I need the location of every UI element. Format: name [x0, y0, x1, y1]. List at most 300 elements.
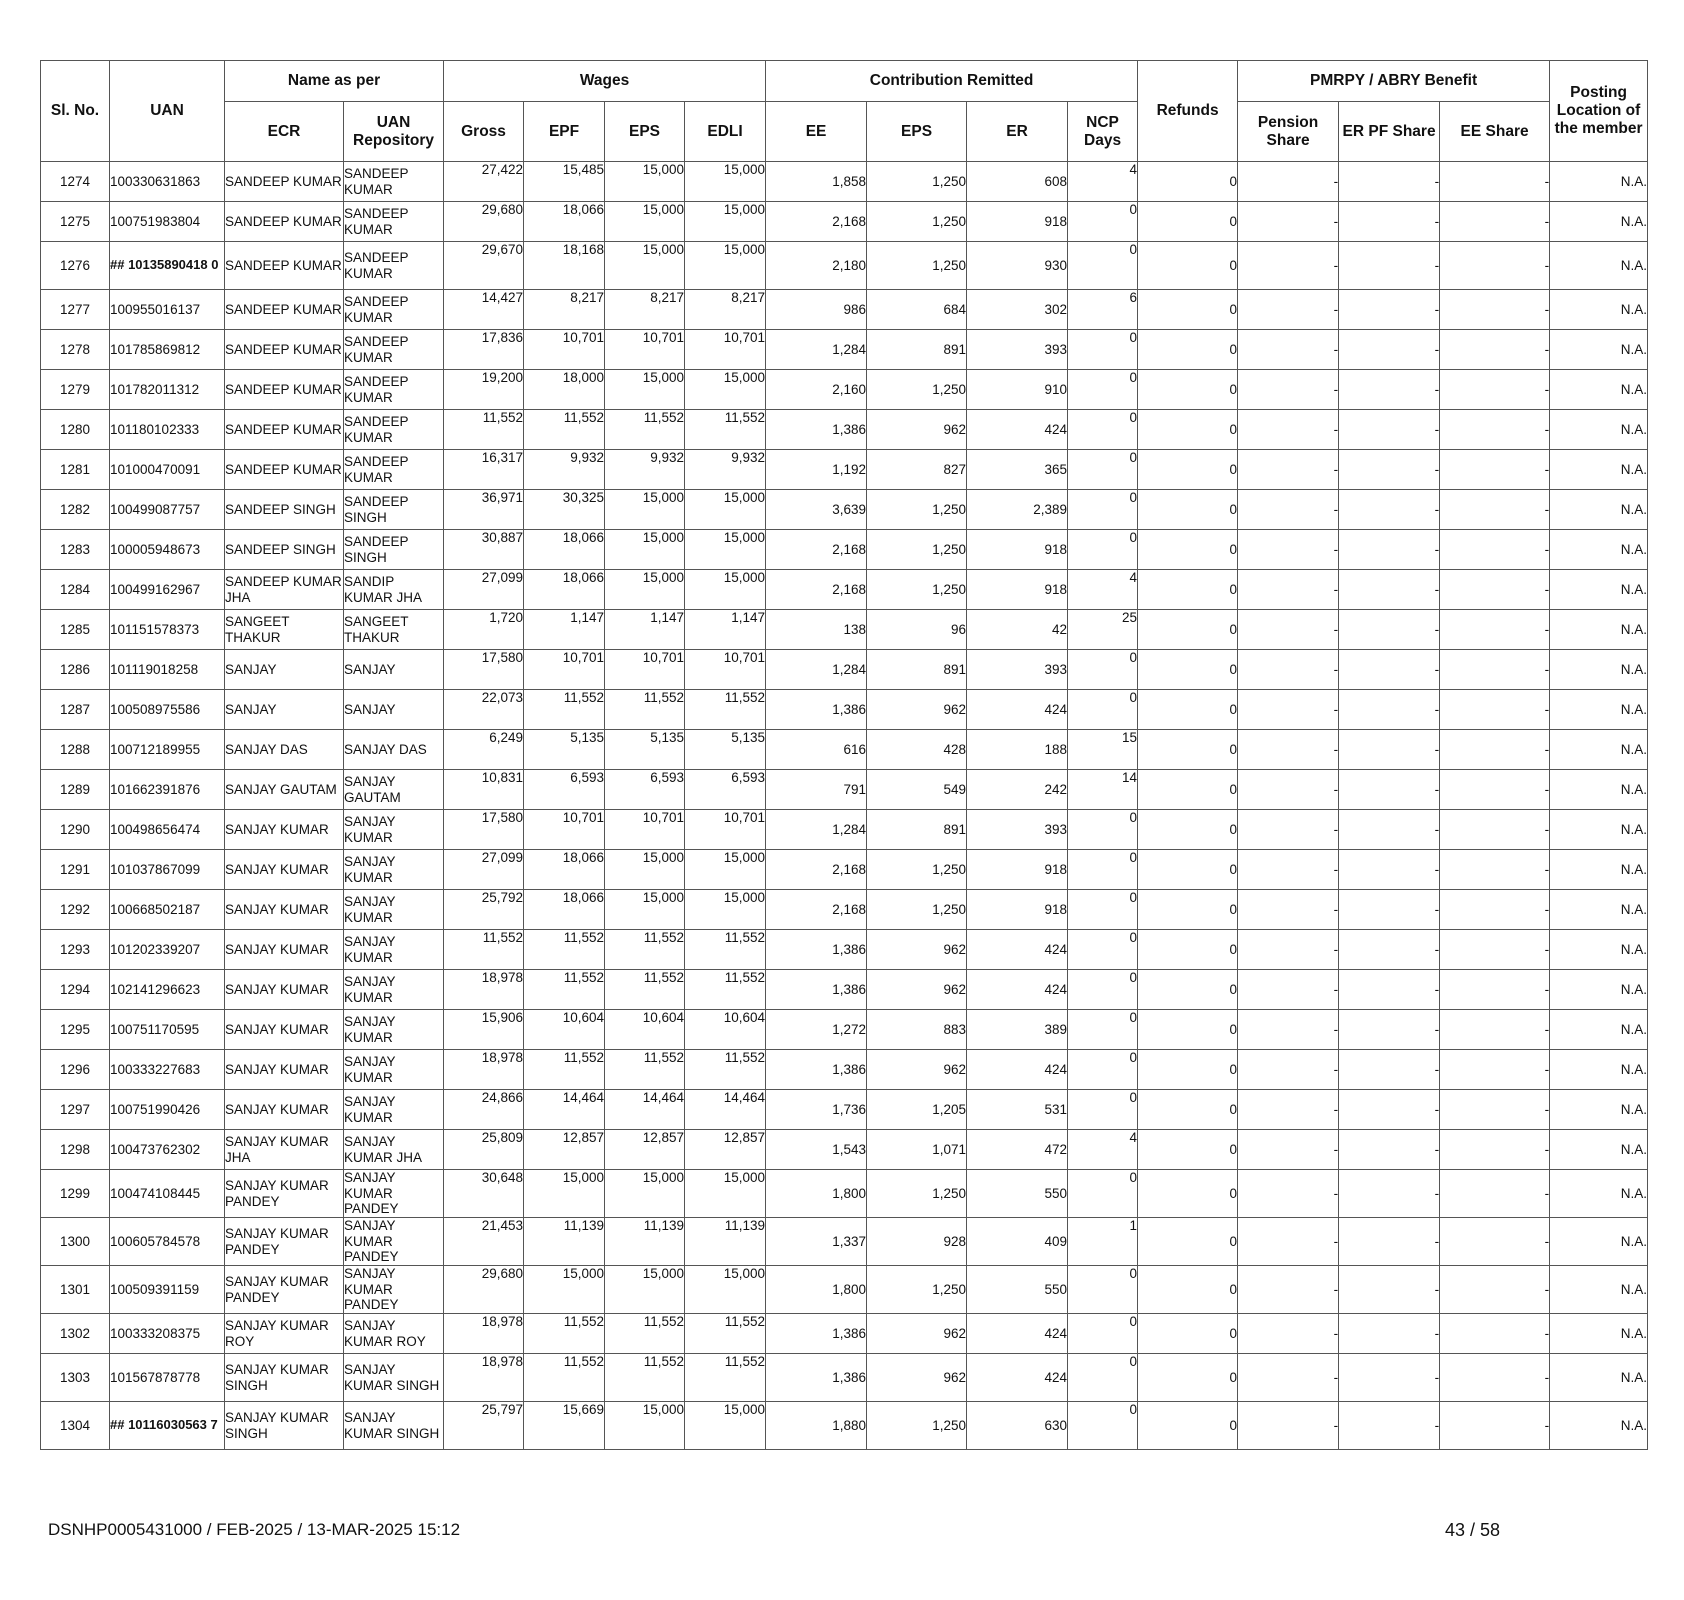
epf-wage-cell: 11,552: [524, 1314, 605, 1354]
header-uan: UAN: [110, 61, 225, 162]
repository-name-cell: SANJAY KUMAR: [344, 810, 444, 850]
ee-contribution-cell: 2,168: [766, 202, 867, 242]
eps-wage-cell: 15,000: [605, 1402, 685, 1450]
er-pf-share-cell: -: [1339, 450, 1440, 490]
er-pf-share-cell: -: [1339, 1130, 1440, 1170]
er-pf-share-cell: -: [1339, 650, 1440, 690]
epf-wage-cell: 11,552: [524, 1354, 605, 1402]
refunds-cell: 0: [1138, 162, 1238, 202]
table-row: [41, 330, 1648, 370]
gross-wage-cell: 25,809: [444, 1130, 524, 1170]
header-posting-location: Posting Location of the member: [1550, 61, 1648, 162]
edli-wage-cell: 10,701: [685, 810, 766, 850]
eps-wage-cell: 15,000: [605, 1266, 685, 1314]
eps-contribution-cell: 962: [867, 970, 967, 1010]
ecr-name-cell: SANJAY DAS: [225, 730, 344, 770]
ee-share-cell: -: [1440, 370, 1550, 410]
ncp-days-cell: 0: [1068, 1354, 1138, 1402]
pension-share-cell: -: [1238, 370, 1339, 410]
repository-name-cell: SANJAY KUMAR: [344, 1090, 444, 1130]
ecr-name-cell: SANJAY KUMAR PANDEY: [225, 1266, 344, 1314]
eps-contribution-cell: 1,250: [867, 570, 967, 610]
ecr-name-cell: SANJAY KUMAR: [225, 930, 344, 970]
sl-no-cell: 1275: [41, 202, 110, 242]
ee-share-cell: -: [1440, 450, 1550, 490]
uan-cell: 101000470091: [110, 450, 225, 490]
ee-share-cell: -: [1440, 530, 1550, 570]
er-pf-share-cell: -: [1339, 1010, 1440, 1050]
er-pf-share-cell: -: [1339, 890, 1440, 930]
eps-wage-cell: 15,000: [605, 490, 685, 530]
repository-name-cell: SANDEEP KUMAR: [344, 450, 444, 490]
table-row: [41, 1402, 1648, 1450]
refunds-cell: 0: [1138, 242, 1238, 290]
repository-name-cell: SANDIP KUMAR JHA: [344, 570, 444, 610]
refunds-cell: 0: [1138, 450, 1238, 490]
refunds-cell: 0: [1138, 1010, 1238, 1050]
sl-no-cell: 1284: [41, 570, 110, 610]
er-pf-share-cell: -: [1339, 162, 1440, 202]
gross-wage-cell: 25,797: [444, 1402, 524, 1450]
ecr-name-cell: SANJAY: [225, 690, 344, 730]
gross-wage-cell: 17,580: [444, 650, 524, 690]
pension-share-cell: -: [1238, 1266, 1339, 1314]
refunds-cell: 0: [1138, 650, 1238, 690]
ee-contribution-cell: 1,386: [766, 690, 867, 730]
repository-name-cell: SANJAY: [344, 690, 444, 730]
eps-wage-cell: 10,701: [605, 810, 685, 850]
gross-wage-cell: 24,866: [444, 1090, 524, 1130]
ncp-days-cell: 14: [1068, 770, 1138, 810]
eps-contribution-cell: 428: [867, 730, 967, 770]
header-er: ER: [967, 102, 1068, 162]
posting-location-cell: N.A.: [1550, 1402, 1648, 1450]
sl-no-cell: 1304: [41, 1402, 110, 1450]
gross-wage-cell: 21,453: [444, 1218, 524, 1266]
epf-wage-cell: 15,000: [524, 1170, 605, 1218]
edli-wage-cell: 9,932: [685, 450, 766, 490]
er-contribution-cell: 389: [967, 1010, 1068, 1050]
ecr-name-cell: SANDEEP KUMAR: [225, 450, 344, 490]
eps-wage-cell: 5,135: [605, 730, 685, 770]
ee-contribution-cell: 986: [766, 290, 867, 330]
ee-contribution-cell: 138: [766, 610, 867, 650]
ee-share-cell: -: [1440, 1354, 1550, 1402]
sl-no-cell: 1301: [41, 1266, 110, 1314]
refunds-cell: 0: [1138, 202, 1238, 242]
page-number: 43 / 58: [1445, 1520, 1501, 1540]
eps-wage-cell: 11,552: [605, 1314, 685, 1354]
ecr-name-cell: SANJAY KUMAR: [225, 890, 344, 930]
ee-contribution-cell: 2,168: [766, 530, 867, 570]
edli-wage-cell: 10,701: [685, 650, 766, 690]
refunds-cell: 0: [1138, 1090, 1238, 1130]
er-contribution-cell: 930: [967, 242, 1068, 290]
eps-wage-cell: 10,604: [605, 1010, 685, 1050]
er-pf-share-cell: -: [1339, 1090, 1440, 1130]
uan-cell: 100473762302: [110, 1130, 225, 1170]
edli-wage-cell: 15,000: [685, 242, 766, 290]
ncp-days-cell: 0: [1068, 370, 1138, 410]
table-row: [41, 970, 1648, 1010]
uan-cell: 100330631863: [110, 162, 225, 202]
sl-no-cell: 1299: [41, 1170, 110, 1218]
eps-wage-cell: 11,552: [605, 1354, 685, 1402]
ee-contribution-cell: 1,858: [766, 162, 867, 202]
epf-wage-cell: 18,168: [524, 242, 605, 290]
eps-contribution-cell: 1,250: [867, 1402, 967, 1450]
epf-wage-cell: 5,135: [524, 730, 605, 770]
repository-name-cell: SANJAY DAS: [344, 730, 444, 770]
edli-wage-cell: 11,552: [685, 410, 766, 450]
eps-contribution-cell: 891: [867, 330, 967, 370]
uan-cell: 100605784578: [110, 1218, 225, 1266]
uan-cell: 100751990426: [110, 1090, 225, 1130]
ee-share-cell: -: [1440, 162, 1550, 202]
er-contribution-cell: 918: [967, 890, 1068, 930]
header-pension-share: Pension Share: [1238, 102, 1339, 162]
refunds-cell: 0: [1138, 730, 1238, 770]
ee-share-cell: -: [1440, 242, 1550, 290]
table-row: [41, 810, 1648, 850]
refunds-cell: 0: [1138, 490, 1238, 530]
ee-contribution-cell: 1,192: [766, 450, 867, 490]
sl-no-cell: 1280: [41, 410, 110, 450]
ee-contribution-cell: 1,386: [766, 930, 867, 970]
posting-location-cell: N.A.: [1550, 1266, 1648, 1314]
ncp-days-cell: 0: [1068, 202, 1138, 242]
epf-wage-cell: 11,139: [524, 1218, 605, 1266]
ecr-name-cell: SANJAY KUMAR: [225, 970, 344, 1010]
pension-share-cell: -: [1238, 1170, 1339, 1218]
header-ee: EE: [766, 102, 867, 162]
eps-contribution-cell: 1,250: [867, 242, 967, 290]
edli-wage-cell: 15,000: [685, 1170, 766, 1218]
er-contribution-cell: 424: [967, 930, 1068, 970]
ee-share-cell: -: [1440, 1130, 1550, 1170]
ecr-name-cell: SANDEEP KUMAR: [225, 410, 344, 450]
ee-contribution-cell: 1,386: [766, 970, 867, 1010]
posting-location-cell: N.A.: [1550, 1010, 1648, 1050]
pension-share-cell: -: [1238, 1314, 1339, 1354]
ncp-days-cell: 0: [1068, 1314, 1138, 1354]
ecr-name-cell: SANDEEP SINGH: [225, 490, 344, 530]
er-contribution-cell: 918: [967, 850, 1068, 890]
edli-wage-cell: 6,593: [685, 770, 766, 810]
repository-name-cell: SANJAY KUMAR: [344, 890, 444, 930]
ee-contribution-cell: 1,337: [766, 1218, 867, 1266]
refunds-cell: 0: [1138, 1354, 1238, 1402]
uan-cell: 101662391876: [110, 770, 225, 810]
ee-contribution-cell: 2,168: [766, 570, 867, 610]
er-contribution-cell: 424: [967, 690, 1068, 730]
sl-no-cell: 1279: [41, 370, 110, 410]
gross-wage-cell: 11,552: [444, 410, 524, 450]
ee-contribution-cell: 2,180: [766, 242, 867, 290]
ncp-days-cell: 0: [1068, 810, 1138, 850]
sl-no-cell: 1277: [41, 290, 110, 330]
repository-name-cell: SANJAY KUMAR: [344, 970, 444, 1010]
eps-contribution-cell: 1,250: [867, 890, 967, 930]
ee-share-cell: -: [1440, 890, 1550, 930]
eps-contribution-cell: 1,205: [867, 1090, 967, 1130]
er-contribution-cell: 242: [967, 770, 1068, 810]
ncp-days-cell: 4: [1068, 1130, 1138, 1170]
pension-share-cell: -: [1238, 450, 1339, 490]
eps-contribution-cell: 883: [867, 1010, 967, 1050]
ee-contribution-cell: 791: [766, 770, 867, 810]
sl-no-cell: 1285: [41, 610, 110, 650]
posting-location-cell: N.A.: [1550, 1354, 1648, 1402]
edli-wage-cell: 15,000: [685, 1402, 766, 1450]
epf-wage-cell: 11,552: [524, 1050, 605, 1090]
pension-share-cell: -: [1238, 290, 1339, 330]
er-pf-share-cell: -: [1339, 202, 1440, 242]
ee-share-cell: -: [1440, 850, 1550, 890]
posting-location-cell: N.A.: [1550, 890, 1648, 930]
er-contribution-cell: 608: [967, 162, 1068, 202]
eps-wage-cell: 15,000: [605, 162, 685, 202]
edli-wage-cell: 11,552: [685, 930, 766, 970]
refunds-cell: 0: [1138, 770, 1238, 810]
edli-wage-cell: 15,000: [685, 490, 766, 530]
ecr-name-cell: SANDEEP KUMAR: [225, 242, 344, 290]
ee-share-cell: -: [1440, 1218, 1550, 1266]
eps-wage-cell: 15,000: [605, 530, 685, 570]
eps-contribution-cell: 1,250: [867, 202, 967, 242]
pension-share-cell: -: [1238, 930, 1339, 970]
table-row: [41, 1010, 1648, 1050]
eps-wage-cell: 11,552: [605, 410, 685, 450]
sl-no-cell: 1282: [41, 490, 110, 530]
gross-wage-cell: 19,200: [444, 370, 524, 410]
edli-wage-cell: 10,604: [685, 1010, 766, 1050]
ecr-name-cell: SANJAY: [225, 650, 344, 690]
refunds-cell: 0: [1138, 330, 1238, 370]
pension-share-cell: -: [1238, 650, 1339, 690]
pension-share-cell: -: [1238, 330, 1339, 370]
uan-cell: 101782011312: [110, 370, 225, 410]
refunds-cell: 0: [1138, 1402, 1238, 1450]
pension-share-cell: -: [1238, 162, 1339, 202]
gross-wage-cell: 27,422: [444, 162, 524, 202]
eps-contribution-cell: 1,071: [867, 1130, 967, 1170]
eps-contribution-cell: 96: [867, 610, 967, 650]
sl-no-cell: 1295: [41, 1010, 110, 1050]
er-contribution-cell: 630: [967, 1402, 1068, 1450]
pension-share-cell: -: [1238, 730, 1339, 770]
er-pf-share-cell: -: [1339, 970, 1440, 1010]
eps-contribution-cell: 891: [867, 650, 967, 690]
pension-share-cell: -: [1238, 970, 1339, 1010]
epf-wage-cell: 8,217: [524, 290, 605, 330]
eps-contribution-cell: 928: [867, 1218, 967, 1266]
eps-contribution-cell: 1,250: [867, 1266, 967, 1314]
eps-contribution-cell: 962: [867, 930, 967, 970]
table-row: [41, 730, 1648, 770]
posting-location-cell: N.A.: [1550, 1130, 1648, 1170]
refunds-cell: 0: [1138, 1050, 1238, 1090]
epf-wage-cell: 18,066: [524, 890, 605, 930]
refunds-cell: 0: [1138, 610, 1238, 650]
ncp-days-cell: 0: [1068, 330, 1138, 370]
refunds-cell: 0: [1138, 1314, 1238, 1354]
sl-no-cell: 1296: [41, 1050, 110, 1090]
gross-wage-cell: 18,978: [444, 1314, 524, 1354]
er-pf-share-cell: -: [1339, 242, 1440, 290]
table-row: [41, 650, 1648, 690]
eps-contribution-cell: 962: [867, 1354, 967, 1402]
ee-share-cell: -: [1440, 1090, 1550, 1130]
er-contribution-cell: 424: [967, 410, 1068, 450]
sl-no-cell: 1286: [41, 650, 110, 690]
ecr-name-cell: SANJAY KUMAR: [225, 1090, 344, 1130]
posting-location-cell: N.A.: [1550, 850, 1648, 890]
gross-wage-cell: 29,680: [444, 1266, 524, 1314]
posting-location-cell: N.A.: [1550, 370, 1648, 410]
sl-no-cell: 1289: [41, 770, 110, 810]
posting-location-cell: N.A.: [1550, 690, 1648, 730]
ncp-days-cell: 1: [1068, 1218, 1138, 1266]
ee-share-cell: -: [1440, 690, 1550, 730]
table-row: [41, 890, 1648, 930]
er-pf-share-cell: -: [1339, 610, 1440, 650]
edli-wage-cell: 11,552: [685, 1314, 766, 1354]
pension-share-cell: -: [1238, 1402, 1339, 1450]
ncp-days-cell: 0: [1068, 1266, 1138, 1314]
edli-wage-cell: 15,000: [685, 530, 766, 570]
sl-no-cell: 1288: [41, 730, 110, 770]
eps-contribution-cell: 962: [867, 410, 967, 450]
epf-wage-cell: 11,552: [524, 690, 605, 730]
uan-cell: 101785869812: [110, 330, 225, 370]
gross-wage-cell: 30,648: [444, 1170, 524, 1218]
ecr-name-cell: SANJAY KUMAR: [225, 810, 344, 850]
er-contribution-cell: 550: [967, 1170, 1068, 1218]
epf-wage-cell: 15,000: [524, 1266, 605, 1314]
uan-cell: 101037867099: [110, 850, 225, 890]
er-pf-share-cell: -: [1339, 330, 1440, 370]
epf-wage-cell: 18,000: [524, 370, 605, 410]
ncp-days-cell: 6: [1068, 290, 1138, 330]
table-row: [41, 1170, 1648, 1218]
header-ecr: ECR: [225, 102, 344, 162]
edli-wage-cell: 5,135: [685, 730, 766, 770]
repository-name-cell: SANJAY KUMAR PANDEY: [344, 1266, 444, 1314]
edli-wage-cell: 14,464: [685, 1090, 766, 1130]
epf-wage-cell: 18,066: [524, 570, 605, 610]
ee-share-cell: -: [1440, 1266, 1550, 1314]
edli-wage-cell: 11,552: [685, 1050, 766, 1090]
posting-location-cell: N.A.: [1550, 530, 1648, 570]
eps-wage-cell: 14,464: [605, 1090, 685, 1130]
edli-wage-cell: 11,552: [685, 690, 766, 730]
eps-contribution-cell: 962: [867, 1314, 967, 1354]
repository-name-cell: SANDEEP KUMAR: [344, 202, 444, 242]
ecr-name-cell: SANDEEP KUMAR: [225, 370, 344, 410]
ee-contribution-cell: 1,543: [766, 1130, 867, 1170]
refunds-cell: 0: [1138, 410, 1238, 450]
header-edli: EDLI: [685, 102, 766, 162]
ncp-days-cell: 4: [1068, 570, 1138, 610]
er-contribution-cell: 42: [967, 610, 1068, 650]
ecr-name-cell: SANDEEP KUMAR JHA: [225, 570, 344, 610]
pension-share-cell: -: [1238, 1130, 1339, 1170]
gross-wage-cell: 30,887: [444, 530, 524, 570]
repository-name-cell: SANDEEP KUMAR: [344, 410, 444, 450]
ecr-name-cell: SANJAY KUMAR SINGH: [225, 1354, 344, 1402]
er-pf-share-cell: -: [1339, 570, 1440, 610]
refunds-cell: 0: [1138, 290, 1238, 330]
ecr-name-cell: SANDEEP KUMAR: [225, 202, 344, 242]
posting-location-cell: N.A.: [1550, 410, 1648, 450]
eps-wage-cell: 1,147: [605, 610, 685, 650]
er-contribution-cell: 393: [967, 330, 1068, 370]
ecr-name-cell: SANJAY KUMAR: [225, 1010, 344, 1050]
er-contribution-cell: 188: [967, 730, 1068, 770]
gross-wage-cell: 6,249: [444, 730, 524, 770]
ecr-name-cell: SANJAY KUMAR PANDEY: [225, 1218, 344, 1266]
sl-no-cell: 1290: [41, 810, 110, 850]
table-row: [41, 850, 1648, 890]
gross-wage-cell: 11,552: [444, 930, 524, 970]
eps-wage-cell: 15,000: [605, 370, 685, 410]
gross-wage-cell: 17,836: [444, 330, 524, 370]
ee-share-cell: -: [1440, 490, 1550, 530]
posting-location-cell: N.A.: [1550, 570, 1648, 610]
ecr-name-cell: SANJAY KUMAR PANDEY: [225, 1170, 344, 1218]
er-contribution-cell: 472: [967, 1130, 1068, 1170]
uan-cell: 100474108445: [110, 1170, 225, 1218]
ee-share-cell: -: [1440, 290, 1550, 330]
ncp-days-cell: 0: [1068, 1402, 1138, 1450]
uan-cell: 100955016137: [110, 290, 225, 330]
edli-wage-cell: 15,000: [685, 850, 766, 890]
ecr-name-cell: SANJAY KUMAR JHA: [225, 1130, 344, 1170]
eps-wage-cell: 11,139: [605, 1218, 685, 1266]
edli-wage-cell: 15,000: [685, 162, 766, 202]
epf-wage-cell: 10,701: [524, 330, 605, 370]
repository-name-cell: SANJAY KUMAR PANDEY: [344, 1218, 444, 1266]
eps-contribution-cell: 1,250: [867, 162, 967, 202]
posting-location-cell: N.A.: [1550, 730, 1648, 770]
pension-share-cell: -: [1238, 202, 1339, 242]
er-pf-share-cell: -: [1339, 1050, 1440, 1090]
eps-contribution-cell: 827: [867, 450, 967, 490]
posting-location-cell: N.A.: [1550, 330, 1648, 370]
sl-no-cell: 1302: [41, 1314, 110, 1354]
ee-contribution-cell: 1,386: [766, 410, 867, 450]
ncp-days-cell: 0: [1068, 1010, 1138, 1050]
table-row: [41, 242, 1648, 290]
refunds-cell: 0: [1138, 370, 1238, 410]
table-row: [41, 1354, 1648, 1402]
table-row: [41, 530, 1648, 570]
uan-cell: 101567878778: [110, 1354, 225, 1402]
eps-wage-cell: 11,552: [605, 930, 685, 970]
repository-name-cell: SANDEEP SINGH: [344, 530, 444, 570]
sl-no-cell: 1278: [41, 330, 110, 370]
refunds-cell: 0: [1138, 850, 1238, 890]
uan-cell: 101180102333: [110, 410, 225, 450]
header-name-as-per: Name as per: [225, 61, 444, 102]
posting-location-cell: N.A.: [1550, 930, 1648, 970]
posting-location-cell: N.A.: [1550, 450, 1648, 490]
ee-share-cell: -: [1440, 1050, 1550, 1090]
eps-wage-cell: 15,000: [605, 1170, 685, 1218]
posting-location-cell: N.A.: [1550, 202, 1648, 242]
edli-wage-cell: 15,000: [685, 370, 766, 410]
